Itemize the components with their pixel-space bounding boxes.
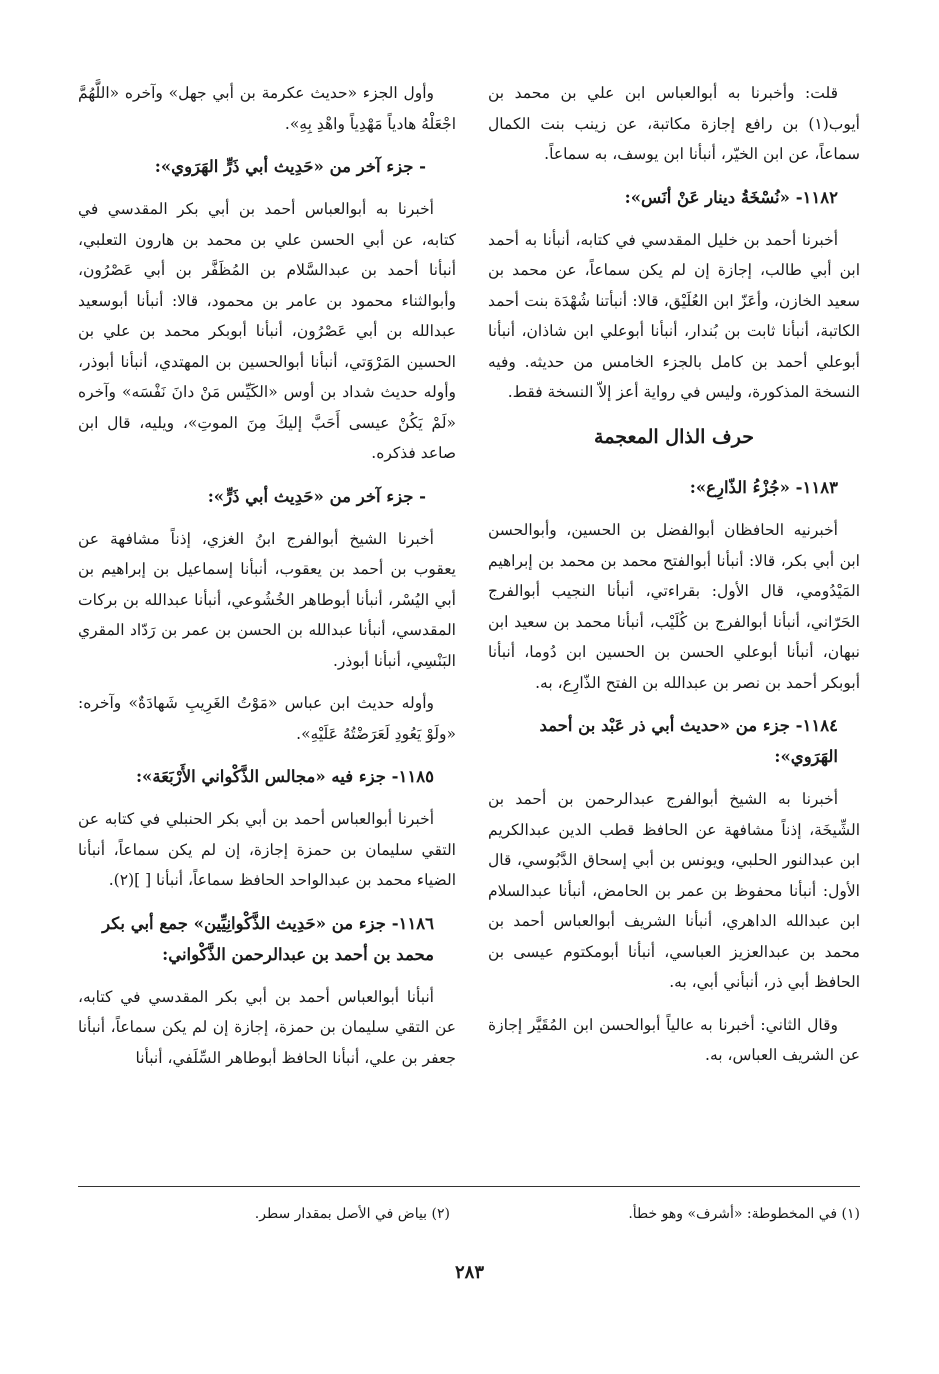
- entry-heading-1183: ١١٨٣- «جُزْءُ الذّارِع»:: [689, 478, 838, 497]
- paragraph: أخبرنا أبوالعباس أحمد بن أبي بكر الحنبلي في كتابه عن التقي سليمان بن حمزة إجازة، إن لم يكن سماعاً، أنبأنا الضياء محمد بن عبدالواحد الحافظ سماعاً، أنبأنا [ ](٢).: [78, 810, 456, 889]
- entry-heading-1186: ١١٨٦- جزء من «حَدِيث الذَّكْوانِيِّين» جمع أبي بكر محمد بن أحمد بن عبدالرحمن الذَّكْواني:: [102, 913, 434, 964]
- paragraph: وأول الجزء «حديث عكرمة بن أبي جهل» وآخره «اللَّهُمَّ اجْعَلْهُ هادياً مَهْدِياً واهْدِ بِهِ».: [78, 84, 456, 133]
- paragraph: أخبرنا به الشيخ أبوالفرج عبدالرحمن بن أحمد بن الشِّيخَة، إذناً مشافهة عن الحافظ قطب الدين عبدالكريم ابن عبدالنور الحلبي، ويونس بن أبي إسحاق الدَّبُوسي، قال الأول: أنبأنا محفوظ بن عمر بن الحامض، أنبأنا عبدالسلام ابن عبدالله الداهري، أنبأنا الشريف أبوالعباس أحمد بن محمد بن عبدالعزيز العباسي، أنبأنا أبومكتوم عيسى بن الحافظ أبي ذر، أنبأني أبي، به.: [488, 790, 860, 991]
- paragraph: أخبرنا به أبوالعباس أحمد بن أبي بكر المقدسي في كتابه، عن أبي الحسن علي بن محمد بن هارون التعلبي، أنبأنا أحمد بن عبدالسَّلام بن المُظَفَّر بن أبي عَصْرُون، وأبوالثناء محمود بن عامر بن محمود، قالا: أنبأنا أبوسعيد عبدالله بن أبي عَصْرُون، أنبأنا أبوبكر محمد بن علي بن الحسين المَرْوَتي، أنبأنا أبوالحسين بن المهتدي، أنبأنا أبوذر، وأوله حديث شداد بن أوس «الكَيِّس مَنْ دانَ نَفْسَه» وآخره «لَمْ يَكُنْ عيسى أَحَبَّ إليكَ مِنَ الموتِ»، ويليه، قال ابن صاعد فذكره.: [78, 200, 456, 462]
- entry-heading-1185: ١١٨٥- جزء فيه «مجالس الذَّكْواني الأَرْبَعَة»:: [135, 767, 434, 786]
- entry-heading-1184: ١١٨٤- جزء من «حديث أبي ذر عَبْد بن أحمد الهَرَوي»:: [539, 716, 838, 766]
- sub-heading: - جزء آخر من «حَدِيث أبي ذَرٍّ»:: [207, 486, 426, 506]
- paragraph: أخبرنيه الحافظان أبوالفضل بن الحسين، وأبوالحسن ابن أبي بكر، قالا: أنبأنا أبوالفتح محمد بن محمد بن إبراهيم المَيْدُومي، قال الأول: بقراءتي، أنبأنا النجيب أبوالفرج الحَرّاني، أنبأنا أبوالفرج بن كُلَيْب، أنبأنا محمد بن سعيد ابن نبهان، أنبأنا أبوعلي الحسن بن الحسين ابن دُوما، أنبأنا أبوبكر أحمد بن نصر بن عبدالله بن الفتح الذّارِع، به.: [488, 521, 860, 692]
- footnote-2: (٢) بياض في الأصل بمقدار سطر.: [254, 1206, 450, 1222]
- sub-heading: - جزء آخر من «حَدِيث أبي ذَرٍّ الهَرَوي»:: [154, 157, 426, 176]
- left-column: [78, 78, 456, 1085]
- paragraph: أخبرنا أحمد بن خليل المقدسي في كتابه، أنبأنا به أحمد ابن أبي طالب، إجازة إن لم يكن سماعاً، عن محمد بن سعيد الخازن، وأعَزّ ابن العُلَيْق، قالا: أنبأتنا شُهْدَة بنت أحمد الكاتبة، أنبأنا ثابت بن بُندار، أنبأنا أبوعلي ابن شاذان، أنبأنا أبوعلي أحمد بن كامل بالجزء الخامس من حديثه. وفيه النسخة المذكورة، وليس في رواية أعز إلاّ النسخة فقط.: [488, 230, 860, 401]
- paragraph: وقال الثاني: أخبرنا به عالياً أبوالحسن ابن المُقَيَّر إجازة عن الشريف العباس، به.: [488, 1015, 860, 1064]
- paragraph: قلت: وأخبرنا به أبوالعباس ابن علي بن محمد بن أيوب(١) بن رافع إجازة مكاتبة، عن زينب بنت الكمال سماعاً، عن ابن الخيّر، أنبأنا ابن يوسف، به سماعاً.: [488, 84, 860, 163]
- entry-heading-1182: ١١٨٢- «نُسْخَةُ دينار عَنْ أنَس»:: [624, 187, 838, 207]
- footnote-divider: [78, 1186, 860, 1187]
- paragraph: أنبأنا أبوالعباس أحمد بن أبي بكر المقدسي في كتابه، عن التقي سليمان بن حمزة، إجازة إن لم يكن سماعاً، أنبأنا جعفر بن علي، أنبأنا الحافظ أبوطاهر السِّلَفي، أنبأنا: [78, 987, 456, 1067]
- right-column: [488, 78, 860, 1083]
- paragraph: وأوله حديث ابن عباس «مَوْتُ الغَرِيبِ شَهادَةٌ» وآخره: «ولَوْ يَعُودِ لَعَرَضْتُهُ عَلَيْهِ».: [78, 694, 456, 743]
- page-number: ٢٨٣: [454, 1262, 484, 1283]
- footnote-1: (١) في المخطوطة: «أشرف» وهو خطأ.: [628, 1206, 860, 1222]
- paragraph: أخبرنا الشيخ أبوالفرج ابنُ الغزي، إذناً مشافهة عن يعقوب بن أحمد بن يعقوب، أنبأنا إسماعيل بن إبراهيم بن أبي اليُسْر، أنبأنا أبوطاهر الخُشُوعي، أنبأنا عبدالله بن بركات المقدسي، أنبأنا عبدالله بن الحسن بن عمر بن رَدّاد المقري البَنْسِي، أنبأنا أبوذر.: [78, 529, 456, 670]
- section-title: حرف الذال المعجمة: [594, 425, 754, 448]
